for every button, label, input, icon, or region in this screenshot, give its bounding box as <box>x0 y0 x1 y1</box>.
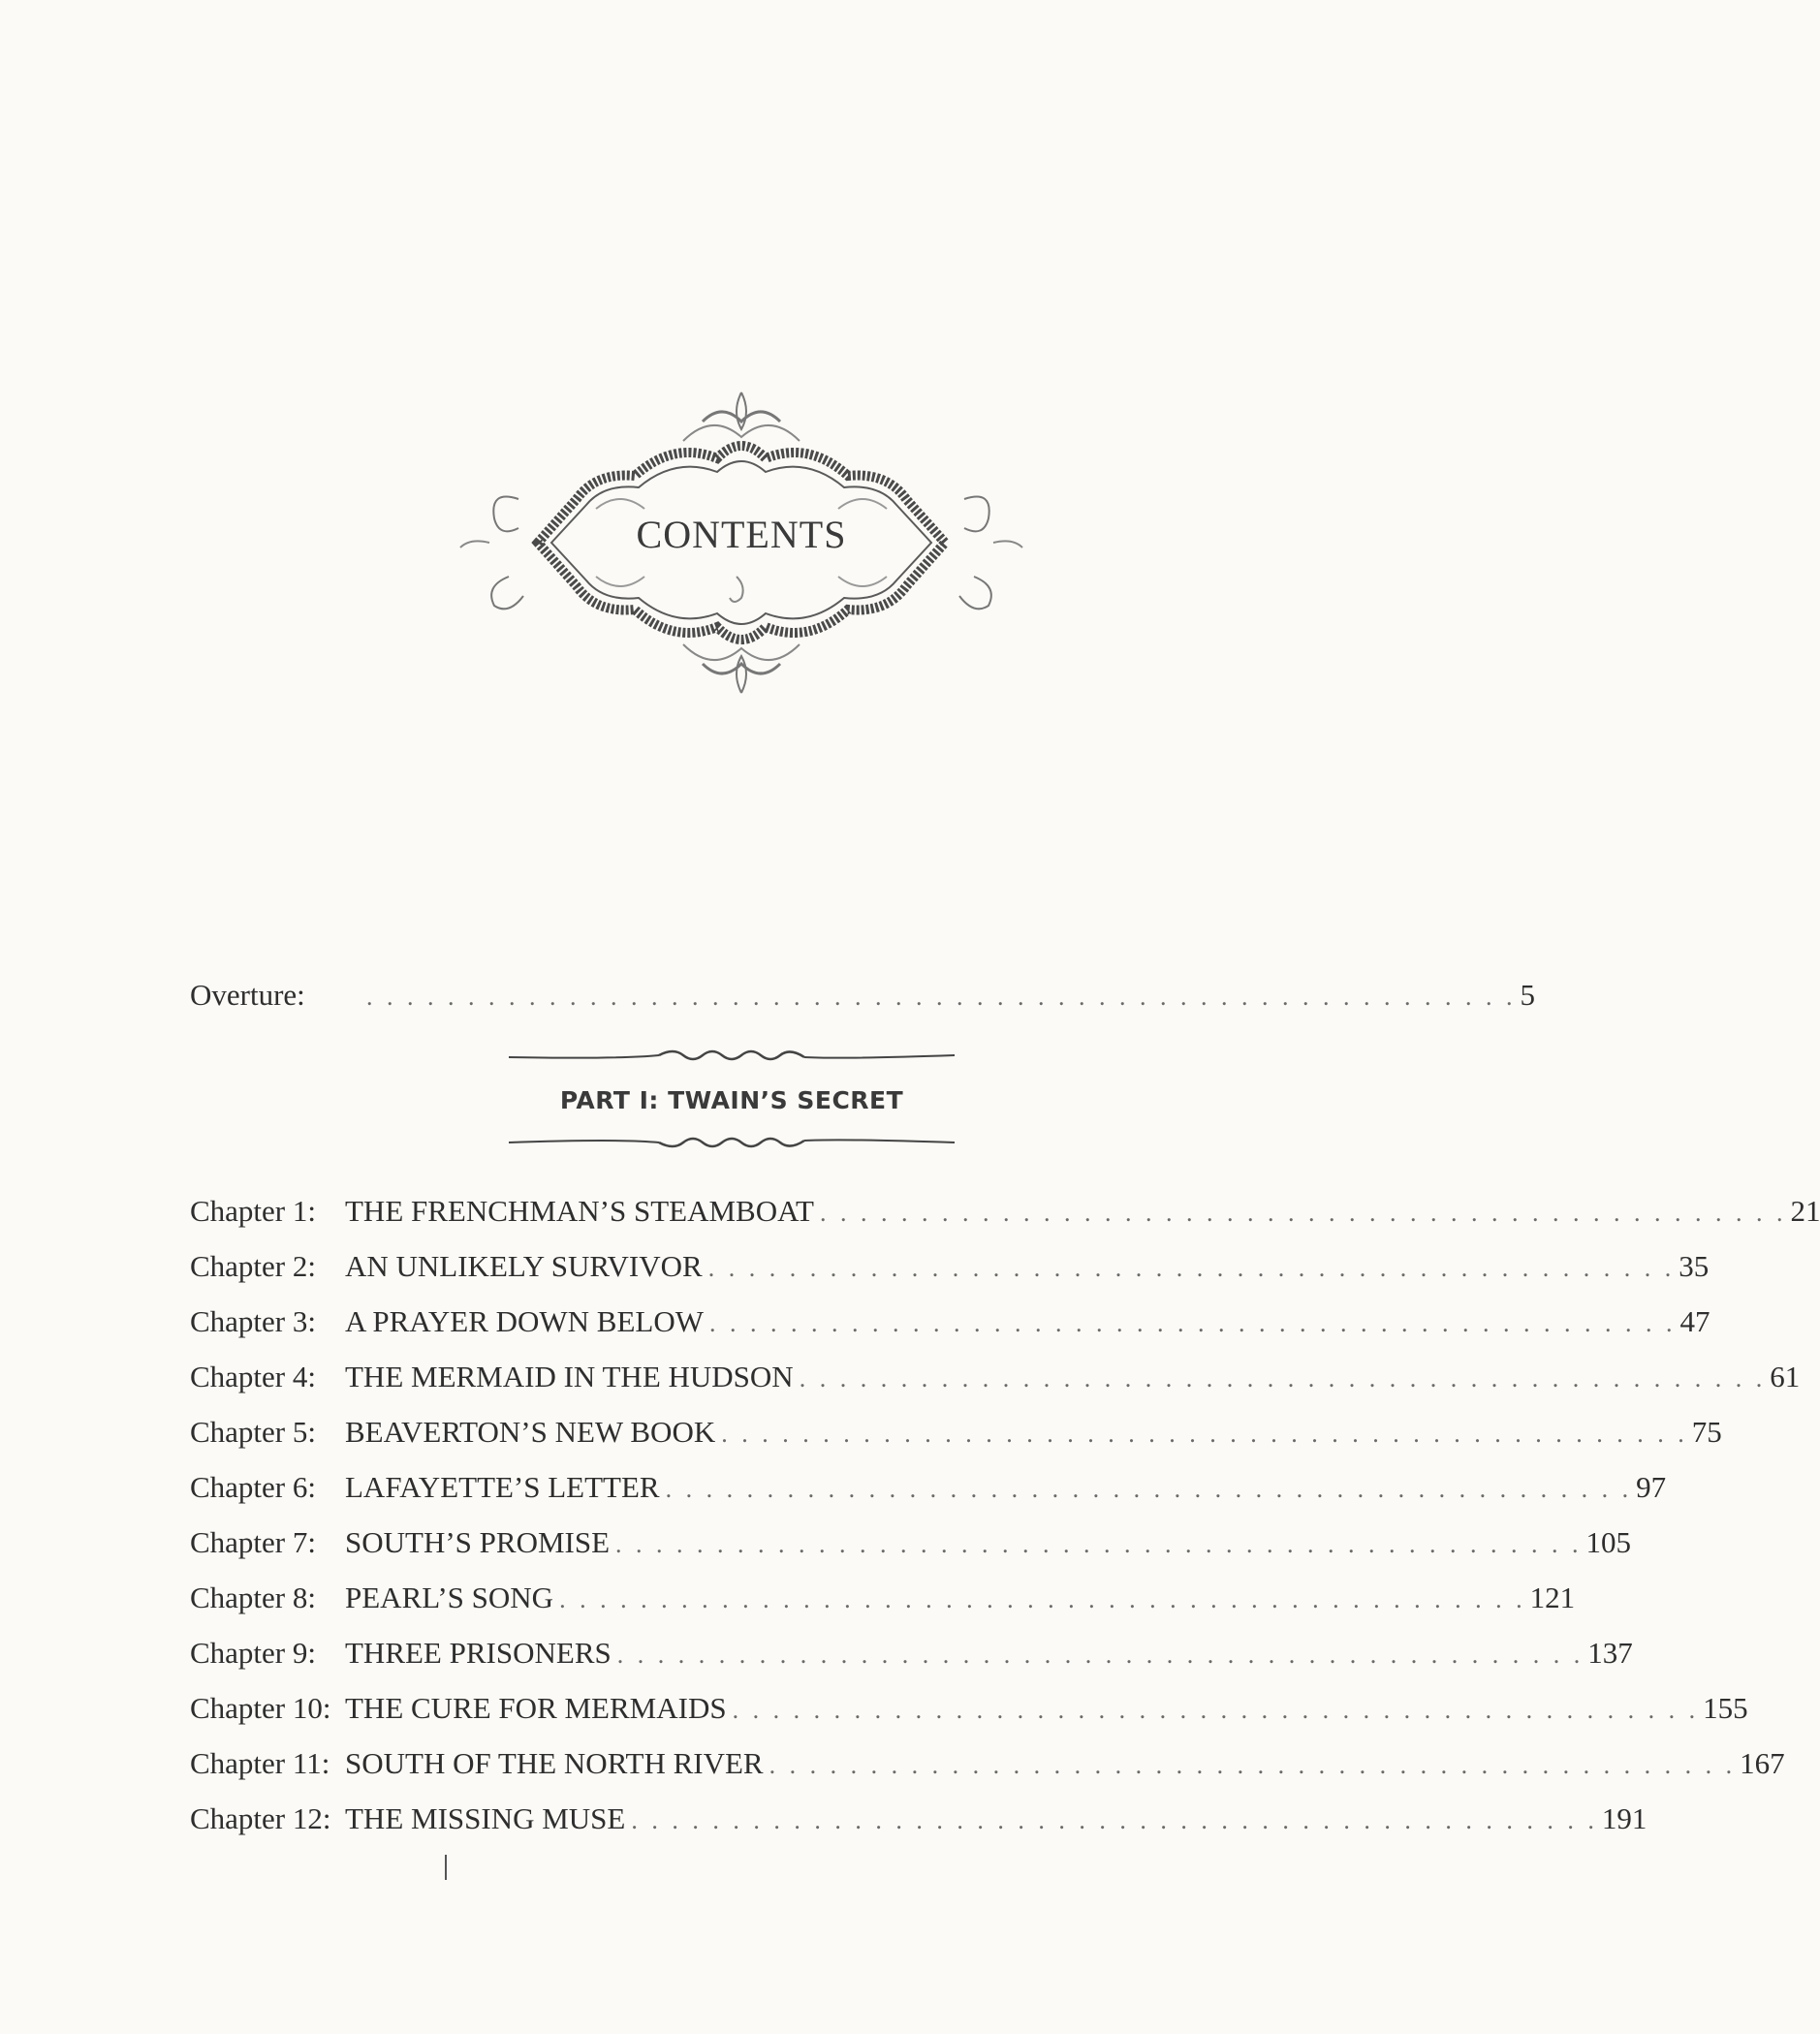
chapter-label: Chapter 2: <box>190 1249 316 1283</box>
chapter-page-number: 97 <box>1636 1470 1667 1504</box>
chapter-title: BEAVERTON’S NEW BOOK <box>345 1415 716 1449</box>
leader-dots: . . . . . . . . . . . . . . . . . . . . . . . . . . . . . . . . . . . . . . . . . . . . . . . . <box>631 1806 1598 1834</box>
chapter-title: PEARL’S SONG <box>345 1580 554 1614</box>
leader-dots: . . . . . . . . . . . . . . . . . . . . . . . . . . . . . . . . . . . . . . . . . . . . . . . . <box>616 1641 1585 1669</box>
toc-row-overture[interactable] <box>190 978 1535 1022</box>
contents-title-frame <box>451 383 1032 703</box>
chapter-label: Chapter 10: <box>190 1691 331 1725</box>
part-title: PART I: TWAIN’S SECRET <box>559 1086 904 1114</box>
chapter-page-number: 47 <box>1679 1304 1710 1338</box>
chapter-label: Chapter 7: <box>190 1525 316 1559</box>
leader-dots: . . . . . . . . . . . . . . . . . . . . . . . . . . . . . . . . . . . . . . . . . . . . . . . . <box>615 1530 1583 1558</box>
leader-dots: . . . . . . . . . . . . . . . . . . . . . . . . . . . . . . . . . . . . . . . . . . . . . . . . <box>819 1199 1787 1227</box>
chapter-label: Chapter 12: <box>190 1801 331 1835</box>
chapter-title: SOUTH OF THE NORTH RIVER <box>345 1746 764 1780</box>
chapter-label: Chapter 3: <box>190 1304 316 1338</box>
chapter-page-number: 75 <box>1691 1415 1722 1449</box>
chapter-label: Chapter 9: <box>190 1636 316 1670</box>
toc-row-chapter-8[interactable] <box>190 1580 1576 1625</box>
chapter-label: Chapter 6: <box>190 1470 316 1504</box>
chapter-page-number: 105 <box>1585 1525 1632 1559</box>
toc-row-chapter-11[interactable] <box>190 1746 1785 1791</box>
leader-dots: . . . . . . . . . . . . . . . . . . . . . . . . . . . . . . . . . . . . . . . . . . . . . . . . <box>732 1696 1700 1724</box>
toc-row-chapter-10[interactable] <box>190 1691 1748 1736</box>
toc-row-chapter-1[interactable] <box>190 1194 1820 1238</box>
chapter-title: THE MISSING MUSE <box>345 1801 626 1835</box>
toc-row-chapter-2[interactable] <box>190 1249 1710 1294</box>
chapter-title: THE CURE FOR MERMAIDS <box>345 1691 727 1725</box>
toc-row-chapter-4[interactable] <box>190 1360 1801 1404</box>
chapter-label: Chapter 4: <box>190 1360 316 1393</box>
leader-dots: . . . . . . . . . . . . . . . . . . . . . . . . . . . . . . . . . . . . . . . . . . . . . . . . <box>799 1364 1767 1393</box>
toc-row-chapter-3[interactable] <box>190 1304 1710 1349</box>
chapter-title: THE MERMAID IN THE HUDSON <box>345 1360 794 1393</box>
part-header <box>504 1042 959 1153</box>
chapter-title: THE FRENCHMAN’S STEAMBOAT <box>345 1194 814 1228</box>
toc-row-chapter-5[interactable] <box>190 1415 1722 1459</box>
leader-dots: . . . . . . . . . . . . . . . . . . . . . . . . . . . . . . . . . . . . . . . . . . . . . . . . . . . . . . . . . <box>366 983 1517 1011</box>
toc-row-chapter-7[interactable] <box>190 1525 1632 1570</box>
chapter-label: Chapter 5: <box>190 1415 316 1449</box>
leader-dots: . . . . . . . . . . . . . . . . . . . . . . . . . . . . . . . . . . . . . . . . . . . . . . . . <box>707 1254 1676 1282</box>
chapter-title: SOUTH’S PROMISE <box>345 1525 611 1559</box>
contents-title: CONTENTS <box>636 513 847 556</box>
leader-dots: . . . . . . . . . . . . . . . . . . . . . . . . . . . . . . . . . . . . . . . . . . . . . . . . <box>721 1420 1688 1448</box>
chapter-label: Chapter 11: <box>190 1746 330 1780</box>
leader-dots: . . . . . . . . . . . . . . . . . . . . . . . . . . . . . . . . . . . . . . . . . . . . . . . . <box>709 1309 1677 1337</box>
toc-row-chapter-9[interactable] <box>190 1636 1633 1680</box>
chapter-label: Chapter 1: <box>190 1194 316 1228</box>
chapter-page-number: 21 <box>1790 1194 1820 1228</box>
chapter-title: THREE PRISONERS <box>345 1636 612 1670</box>
chapter-page-number: 137 <box>1587 1636 1633 1670</box>
divider-flourish-bottom-icon <box>504 1131 959 1152</box>
chapter-title: AN UNLIKELY SURVIVOR <box>345 1249 703 1283</box>
divider-flourish-top-icon <box>504 1046 959 1067</box>
leader-dots: . . . . . . . . . . . . . . . . . . . . . . . . . . . . . . . . . . . . . . . . . . . . . . . . <box>559 1585 1526 1613</box>
chapter-page-number: 167 <box>1740 1746 1785 1780</box>
chapter-page-number: 121 <box>1529 1580 1576 1614</box>
toc-row-chapter-12[interactable] <box>190 1801 1647 1846</box>
leader-dots: . . . . . . . . . . . . . . . . . . . . . . . . . . . . . . . . . . . . . . . . . . . . . . . . <box>769 1751 1737 1779</box>
chapter-page-number: 155 <box>1703 1691 1748 1725</box>
toc-row-chapter-6[interactable] <box>190 1470 1667 1515</box>
chapter-page-number: 61 <box>1770 1360 1801 1393</box>
leader-dots: . . . . . . . . . . . . . . . . . . . . . . . . . . . . . . . . . . . . . . . . . . . . . . . . <box>665 1475 1633 1503</box>
chapter-title: A PRAYER DOWN BELOW <box>345 1304 705 1338</box>
chapter-label: Chapter 8: <box>190 1580 316 1614</box>
chapter-page-number: 35 <box>1679 1249 1710 1283</box>
overture-page-number: 5 <box>1520 978 1535 1012</box>
chapter-page-number: 191 <box>1601 1801 1647 1835</box>
chapter-title: LAFAYETTE’S LETTER <box>345 1470 660 1504</box>
overture-label: Overture: <box>190 978 305 1012</box>
stray-pen-mark <box>445 1855 447 1880</box>
